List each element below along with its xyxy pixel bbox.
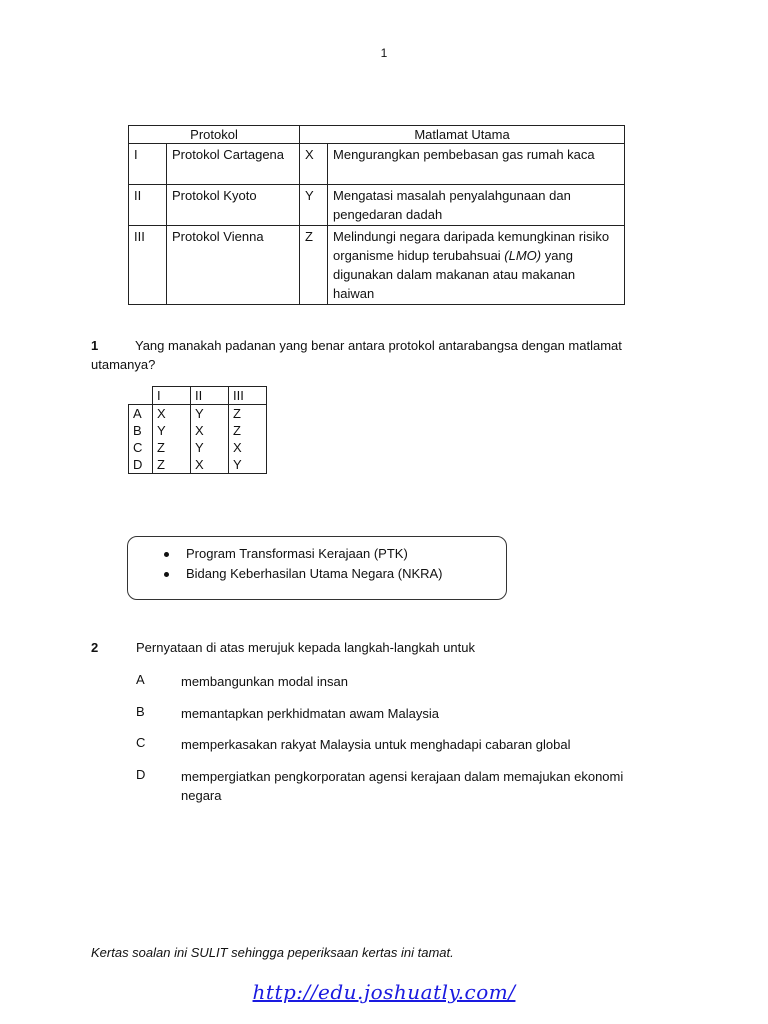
option-letter-c: C (136, 735, 146, 750)
goal-text (328, 226, 625, 305)
footer-note: Kertas soalan ini SULIT sehingga peperiksaan kertas ini tamat. (91, 945, 454, 960)
table-row (129, 144, 625, 185)
answer-cell: Y (229, 456, 267, 474)
protocol-name: Protokol Kyoto (167, 185, 300, 226)
table-row (129, 422, 267, 439)
statement-list (162, 544, 443, 584)
question-text: Pernyataan di atas merujuk kepada langkah-langkah untuk (136, 640, 475, 655)
goal-text-part: Melindungi negara daripada kemungkinan risiko organisme hidup terubahsuai (333, 229, 610, 263)
table-row (129, 456, 267, 474)
header-cell: II (191, 387, 229, 405)
table-row (129, 185, 625, 226)
option-letter: B (129, 422, 153, 439)
protocol-table-header (129, 126, 625, 144)
row-number: I (129, 144, 167, 185)
answer-cell: X (153, 405, 191, 423)
answer-table-header (129, 387, 267, 405)
goal-code: Z (300, 226, 328, 305)
question-text: Yang manakah padanan yang benar antara protokol antarabangsa dengan matlamat utamanya? (91, 338, 622, 372)
footer-link-text[interactable]: http://edu.joshuatly.com/ (252, 980, 516, 1004)
option-letter: D (129, 456, 153, 474)
answer-cell: Z (229, 422, 267, 439)
option-text-d: mempergiatkan pengkorporatan agensi kerajaan dalam memajukan ekonomi negara (181, 769, 624, 803)
option-text-c: memperkasakan rakyat Malaysia untuk menghadapi cabaran global (181, 737, 571, 752)
header-protocol: Protokol (129, 126, 300, 144)
question-1 (91, 336, 661, 374)
blank-cell (129, 387, 153, 405)
option-text-b: memantapkan perkhidmatan awam Malaysia (181, 706, 439, 721)
protocol-table (128, 125, 625, 305)
option-text-a: membangunkan modal insan (181, 674, 348, 689)
goal-code: Y (300, 185, 328, 226)
list-item (162, 544, 443, 564)
question-number: 1 (91, 338, 99, 353)
bullet-icon (164, 572, 169, 577)
answer-cell: X (191, 422, 229, 439)
goal-text-part: yang digunakan dalam makanan atau makanan haiwan (333, 248, 576, 301)
option-letter-b: B (136, 704, 145, 719)
answer-cell: Z (153, 439, 191, 456)
table-row (129, 405, 267, 423)
answer-cell: Z (153, 456, 191, 474)
header-cell: I (153, 387, 191, 405)
option-letter: A (129, 405, 153, 423)
goal-text-lmo: (LMO) (504, 248, 542, 263)
goal-text: Mengurangkan pembebasan gas rumah kaca (328, 144, 625, 185)
goal-code: X (300, 144, 328, 185)
answer-cell: Z (229, 405, 267, 423)
page-number: 1 (380, 46, 388, 60)
answer-table (128, 386, 267, 474)
statement-text: Bidang Keberhasilan Utama Negara (NKRA) (186, 566, 443, 581)
option-letter: C (129, 439, 153, 456)
table-row (129, 226, 625, 305)
protocol-name: Protokol Vienna (167, 226, 300, 305)
statement-box (127, 536, 507, 600)
row-number: II (129, 185, 167, 226)
answer-cell: Y (191, 405, 229, 423)
answer-cell: X (191, 456, 229, 474)
header-goal: Matlamat Utama (300, 126, 625, 144)
option-letter-a: A (136, 672, 145, 687)
bullet-icon (164, 552, 169, 557)
statement-text: Program Transformasi Kerajaan (PTK) (186, 546, 408, 561)
answer-cell: Y (191, 439, 229, 456)
list-item (162, 564, 443, 584)
option-letter-d: D (136, 767, 146, 782)
protocol-name: Protokol Cartagena (167, 144, 300, 185)
answer-cell: X (229, 439, 267, 456)
row-number: III (129, 226, 167, 305)
goal-text: Mengatasi masalah penyalahgunaan dan pengedaran dadah (328, 185, 625, 226)
header-cell: III (229, 387, 267, 405)
footer-link[interactable] (0, 980, 768, 1004)
answer-cell: Y (153, 422, 191, 439)
table-row (129, 439, 267, 456)
question-number: 2 (91, 640, 99, 655)
